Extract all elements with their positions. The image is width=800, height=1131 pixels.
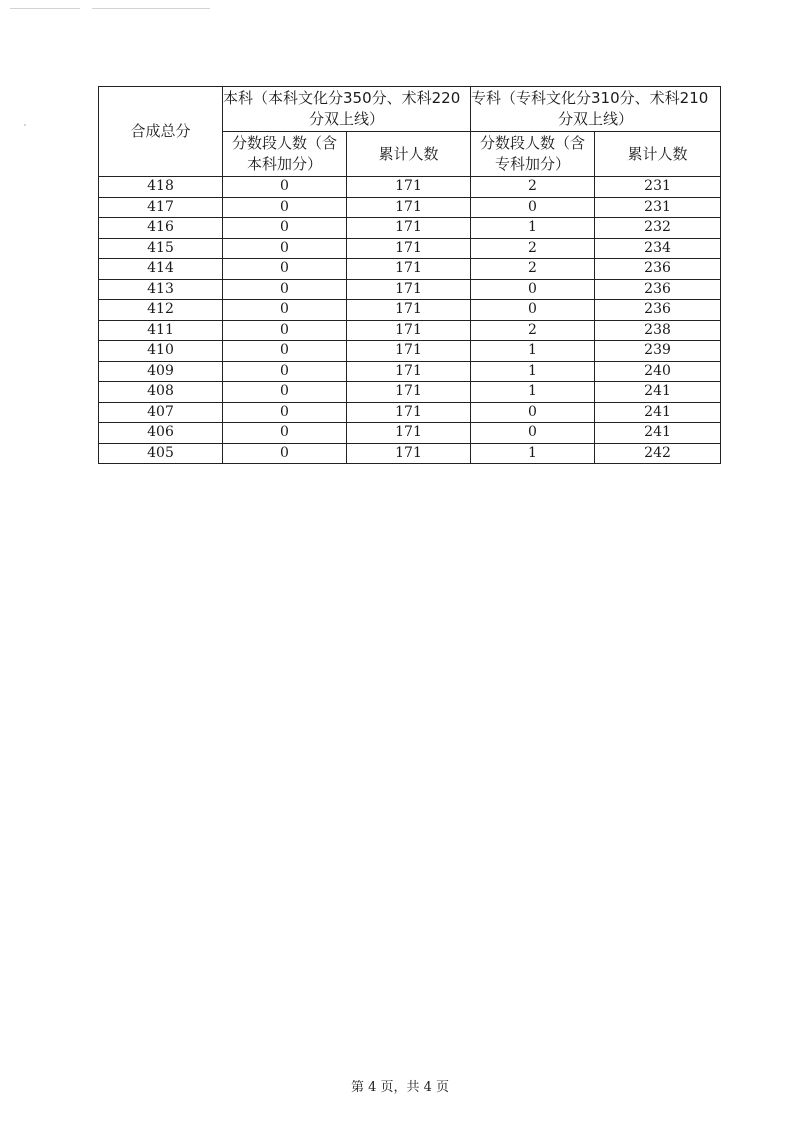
table-row [99, 320, 721, 341]
cell-benke-count: 0 [223, 177, 347, 198]
scan-artifact-line [10, 8, 80, 9]
cell-total-score: 415 [99, 238, 223, 259]
cell-total-score: 405 [99, 443, 223, 464]
cell-zhuanke-cumulative: 234 [595, 238, 721, 259]
cell-zhuanke-count: 0 [471, 300, 595, 321]
cell-total-score: 417 [99, 197, 223, 218]
cell-benke-cumulative: 171 [347, 320, 471, 341]
table-row [99, 259, 721, 280]
table-row [99, 423, 721, 444]
cell-total-score: 411 [99, 320, 223, 341]
table-row [99, 402, 721, 423]
cell-zhuanke-count: 2 [471, 238, 595, 259]
cell-zhuanke-count: 1 [471, 443, 595, 464]
cell-benke-count: 0 [223, 423, 347, 444]
header-total-score: 合成总分 [99, 87, 223, 177]
cell-benke-cumulative: 171 [347, 382, 471, 403]
cell-total-score: 406 [99, 423, 223, 444]
cell-benke-cumulative: 171 [347, 443, 471, 464]
cell-benke-count: 0 [223, 218, 347, 239]
cell-zhuanke-cumulative: 231 [595, 197, 721, 218]
cell-zhuanke-count: 1 [471, 361, 595, 382]
cell-zhuanke-cumulative: 241 [595, 423, 721, 444]
cell-zhuanke-cumulative: 231 [595, 177, 721, 198]
cell-benke-cumulative: 171 [347, 402, 471, 423]
cell-benke-cumulative: 171 [347, 197, 471, 218]
cell-total-score: 416 [99, 218, 223, 239]
header-group-zhuanke-line1: 专科（专科文化分310分、术科210 [471, 89, 709, 107]
cell-benke-cumulative: 171 [347, 259, 471, 280]
cell-benke-count: 0 [223, 402, 347, 423]
cell-zhuanke-count: 0 [471, 197, 595, 218]
cell-benke-cumulative: 171 [347, 238, 471, 259]
cell-total-score: 413 [99, 279, 223, 300]
header-zhuanke-count-line1: 分数段人数（含 [480, 134, 586, 152]
cell-zhuanke-cumulative: 241 [595, 382, 721, 403]
cell-total-score: 408 [99, 382, 223, 403]
table-header-row [99, 87, 721, 132]
cell-zhuanke-count: 0 [471, 279, 595, 300]
cell-benke-count: 0 [223, 197, 347, 218]
cell-zhuanke-count: 2 [471, 320, 595, 341]
header-group-benke-line1: 本科（本科文化分350分、术科220 [223, 89, 461, 107]
cell-zhuanke-cumulative: 236 [595, 259, 721, 280]
table-row [99, 238, 721, 259]
cell-benke-count: 0 [223, 320, 347, 341]
header-benke-count-line2: 本科加分） [246, 155, 322, 173]
table-row [99, 341, 721, 362]
cell-zhuanke-cumulative: 241 [595, 402, 721, 423]
table-row [99, 177, 721, 198]
cell-benke-cumulative: 171 [347, 341, 471, 362]
table-row [99, 197, 721, 218]
cell-benke-count: 0 [223, 341, 347, 362]
cell-benke-count: 0 [223, 361, 347, 382]
cell-total-score: 409 [99, 361, 223, 382]
cell-zhuanke-cumulative: 236 [595, 279, 721, 300]
header-benke-count [223, 132, 347, 177]
table-row [99, 361, 721, 382]
header-group-benke [223, 87, 471, 132]
header-zhuanke-count [471, 132, 595, 177]
scan-artifact-line [92, 8, 210, 9]
cell-benke-cumulative: 171 [347, 300, 471, 321]
cell-benke-cumulative: 171 [347, 218, 471, 239]
cell-benke-count: 0 [223, 300, 347, 321]
cell-benke-cumulative: 171 [347, 361, 471, 382]
cell-zhuanke-cumulative: 236 [595, 300, 721, 321]
header-zhuanke-count-line2: 专科加分） [495, 155, 571, 173]
cell-zhuanke-cumulative: 239 [595, 341, 721, 362]
cell-zhuanke-count: 2 [471, 259, 595, 280]
cell-total-score: 410 [99, 341, 223, 362]
cell-benke-cumulative: 171 [347, 423, 471, 444]
cell-benke-count: 0 [223, 443, 347, 464]
cell-total-score: 414 [99, 259, 223, 280]
header-zhuanke-cumulative: 累计人数 [595, 132, 721, 177]
cell-zhuanke-count: 0 [471, 423, 595, 444]
page-number-footer: 第 4 页，共 4 页 [350, 1080, 450, 1095]
cell-benke-count: 0 [223, 382, 347, 403]
scan-artifact-dot [24, 124, 26, 126]
cell-zhuanke-cumulative: 240 [595, 361, 721, 382]
score-distribution-table [98, 86, 721, 464]
header-benke-count-line1: 分数段人数（含 [231, 134, 337, 152]
cell-benke-count: 0 [223, 238, 347, 259]
header-group-benke-line2: 分双上线） [309, 110, 385, 128]
cell-benke-count: 0 [223, 259, 347, 280]
cell-zhuanke-count: 2 [471, 177, 595, 198]
table-row [99, 443, 721, 464]
cell-zhuanke-count: 0 [471, 402, 595, 423]
header-group-zhuanke-line2: 分双上线） [558, 110, 634, 128]
cell-benke-cumulative: 171 [347, 177, 471, 198]
cell-total-score: 418 [99, 177, 223, 198]
header-group-zhuanke [471, 87, 721, 132]
header-benke-cumulative: 累计人数 [347, 132, 471, 177]
cell-zhuanke-count: 1 [471, 218, 595, 239]
table-row [99, 218, 721, 239]
cell-total-score: 412 [99, 300, 223, 321]
cell-benke-count: 0 [223, 279, 347, 300]
table-row [99, 279, 721, 300]
cell-zhuanke-cumulative: 238 [595, 320, 721, 341]
cell-zhuanke-cumulative: 242 [595, 443, 721, 464]
cell-zhuanke-count: 1 [471, 382, 595, 403]
cell-zhuanke-count: 1 [471, 341, 595, 362]
cell-benke-cumulative: 171 [347, 279, 471, 300]
table-row [99, 382, 721, 403]
table-row [99, 300, 721, 321]
cell-zhuanke-cumulative: 232 [595, 218, 721, 239]
cell-total-score: 407 [99, 402, 223, 423]
